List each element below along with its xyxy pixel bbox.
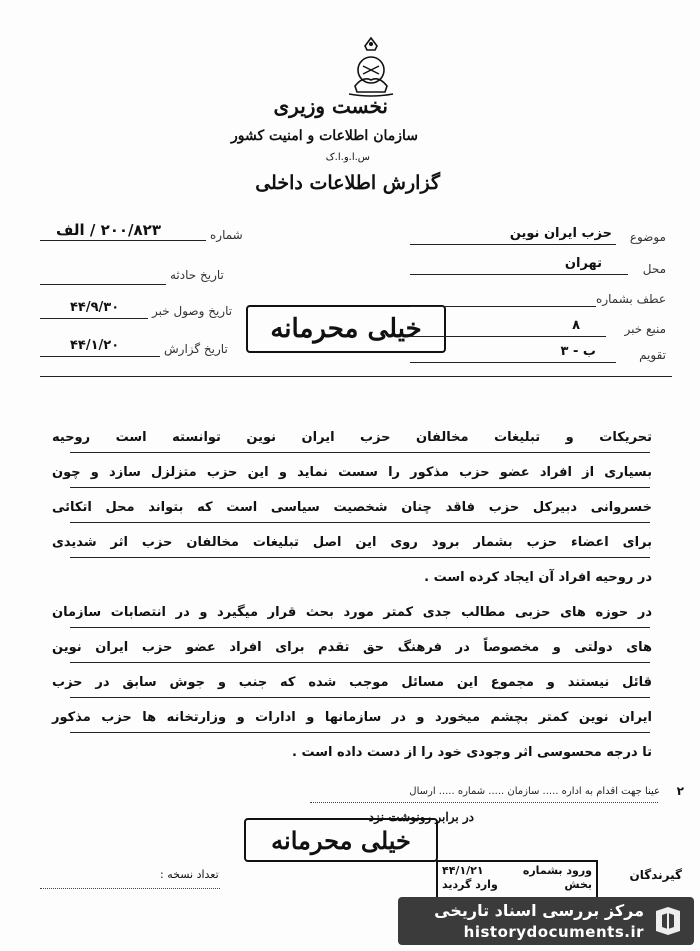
- body-line-5: در روحیه افراد آن ایجاد کرده است .: [424, 570, 652, 585]
- source-label: منبع خبر: [624, 322, 666, 336]
- body-underline: [70, 452, 650, 453]
- body-underline: [70, 732, 650, 733]
- header-separator: [40, 376, 672, 377]
- copies-dotline: [40, 888, 220, 889]
- received-date-value: ۴۴/۹/۳۰: [70, 300, 120, 315]
- copies-label: تعداد نسخه :: [160, 868, 219, 881]
- body-line-8: قائل نیستند و مجموع این مسائل موجب شده که جنب و جوش سابق در حزب: [52, 675, 652, 690]
- archive-logo-icon: [650, 903, 686, 939]
- receipt-stamp: [436, 860, 598, 900]
- body-line-10: تا درجه محسوسی اثر وجودی خود را از دست داده است .: [291, 745, 652, 760]
- subject-underline: [410, 244, 616, 245]
- body-underline: [70, 627, 650, 628]
- body-line-9: ایران نوین کمتر بچشم میخورد و در سازمانها و ادارات و وزارتخانه ها حزب مذکور: [52, 710, 652, 725]
- reference-underline: [410, 306, 596, 307]
- receipt-stamp-line3: بخش: [564, 878, 592, 891]
- event-date-label: تاریخ حادثه: [170, 268, 224, 282]
- event-date-underline: [40, 284, 166, 285]
- place-underline: [410, 274, 628, 275]
- received-date-label: تاریخ وصول خبر: [152, 304, 233, 318]
- org-code: س.ا.و.ا.ک: [325, 152, 370, 163]
- subject-value: حزب ایران نوین: [509, 226, 612, 241]
- report-date-label: تاریخ گزارش: [164, 342, 228, 356]
- body-underline: [70, 697, 650, 698]
- body-underline: [70, 662, 650, 663]
- body-underline: [70, 557, 650, 558]
- footer-action-line: عینا جهت اقدام به اداره ..... سازمان ..... شماره ..... ارسال: [409, 786, 660, 797]
- body-line-3: خسروانی دبیرکل حزب فاقد چنان شخصیت سیاسی است که بتواند محل اتکائی: [52, 500, 652, 515]
- reference-label: عطف بشماره: [596, 292, 666, 306]
- assessment-label: تقویم: [639, 348, 666, 362]
- footer-action-dotline: [310, 802, 658, 803]
- body-underline: [70, 522, 650, 523]
- place-value: تهران: [564, 256, 602, 271]
- place-label: محل: [642, 262, 666, 276]
- watermark-banner: [398, 897, 694, 945]
- source-underline: [410, 336, 606, 337]
- report-date-underline: [40, 356, 160, 357]
- signature-note: در برابر رونوشت نزد: [368, 810, 474, 824]
- number-underline: [40, 240, 206, 241]
- body-line-7: های دولتی و مخصوصاً در فرهنگ حق تقدم برای افراد عضو حزب ایران نوین: [52, 640, 652, 655]
- body-line-4: برای اعضاء حزب بشمار برود روی این اصل تبلیغات مخالفان حزب اثر شدیدی: [52, 535, 652, 550]
- received-date-underline: [40, 318, 148, 319]
- report-title: گزارش اطلاعات داخلی: [255, 172, 440, 194]
- org-line-2: سازمان اطلاعات و امنیت کشور: [231, 128, 418, 144]
- body-line-6: در حوزه های حزبی مطالب جدی کمتر مورد بحث قرار میگیرد و در انتصابات سازمان: [52, 605, 652, 620]
- report-date-value: ۴۴/۱/۲۰: [70, 338, 120, 353]
- lion-sun-emblem-icon: [345, 36, 397, 98]
- assessment-underline: [410, 362, 616, 363]
- body-line-1: تحریکات و تبلیغات مخالفان حزب ایران نوین توانسته است روحیه: [52, 430, 652, 445]
- source-value: ۸: [572, 318, 580, 333]
- number-label: شماره: [210, 228, 243, 242]
- body-underline: [70, 487, 650, 488]
- watermark-url: historydocuments.ir: [463, 923, 644, 941]
- org-line-1: نخست وزیری: [273, 94, 388, 118]
- watermark-name: مرکز بررسی اسناد تاریخی: [434, 901, 644, 920]
- classification-stamp-bottom: خیلی محرمانه: [244, 818, 438, 862]
- classification-stamp-top: خیلی محرمانه: [246, 305, 446, 353]
- assessment-value: ب - ۳: [560, 344, 596, 359]
- body-line-2: بسیاری از افراد عضو حزب مذکور را سست نماید و این حزب متزلزل سازد و چون: [52, 465, 652, 480]
- receivers-label: گیرندگان: [629, 868, 682, 882]
- footer-item-number: ۲: [676, 784, 684, 798]
- number-value: ۲۰۰/۸۲۳ / الف: [56, 221, 161, 239]
- subject-label: موضوع: [629, 230, 666, 244]
- receipt-stamp-line1: ورود بشماره: [522, 864, 592, 877]
- receipt-stamp-line4: وارد گردید: [442, 878, 498, 891]
- receipt-stamp-line2: ۴۴/۱/۲۱: [442, 864, 484, 877]
